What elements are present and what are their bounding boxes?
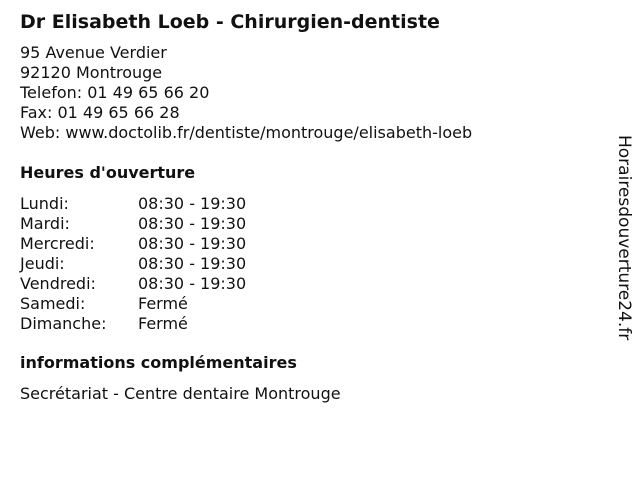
opening-hours-heading: Heures d'ouverture	[20, 163, 196, 182]
day-label: Jeudi:	[20, 254, 65, 273]
fax-number: Fax: 01 49 65 66 28	[20, 103, 180, 122]
watermark-label: Horairesdouverture24.fr	[614, 135, 634, 341]
time-value: 08:30 - 19:30	[138, 214, 247, 233]
address-block	[20, 43, 472, 143]
time-value: 08:30 - 19:30	[138, 194, 247, 213]
additional-info-text: Secrétariat - Centre dentaire Montrouge	[20, 384, 341, 403]
time-value: Fermé	[138, 294, 188, 313]
time-value: Fermé	[138, 314, 188, 333]
day-label: Mardi:	[20, 214, 70, 233]
day-label: Dimanche:	[20, 314, 107, 333]
day-label: Vendredi:	[20, 274, 96, 293]
website-url: Web: www.doctolib.fr/dentiste/montrouge/elisabeth-loeb	[20, 123, 473, 142]
time-value: 08:30 - 19:30	[138, 234, 247, 253]
city-address: 92120 Montrouge	[20, 63, 163, 82]
day-label: Mercredi:	[20, 234, 95, 253]
time-value: 08:30 - 19:30	[138, 274, 247, 293]
street-address: 95 Avenue Verdier	[20, 43, 167, 62]
phone-number: Telefon: 01 49 65 66 20	[20, 83, 210, 102]
time-value: 08:30 - 19:30	[138, 254, 247, 273]
day-label: Lundi:	[20, 194, 69, 213]
page-title: Dr Elisabeth Loeb - Chirurgien-dentiste	[20, 11, 440, 33]
day-label: Samedi:	[20, 294, 86, 313]
additional-info-heading: informations complémentaires	[20, 353, 297, 372]
